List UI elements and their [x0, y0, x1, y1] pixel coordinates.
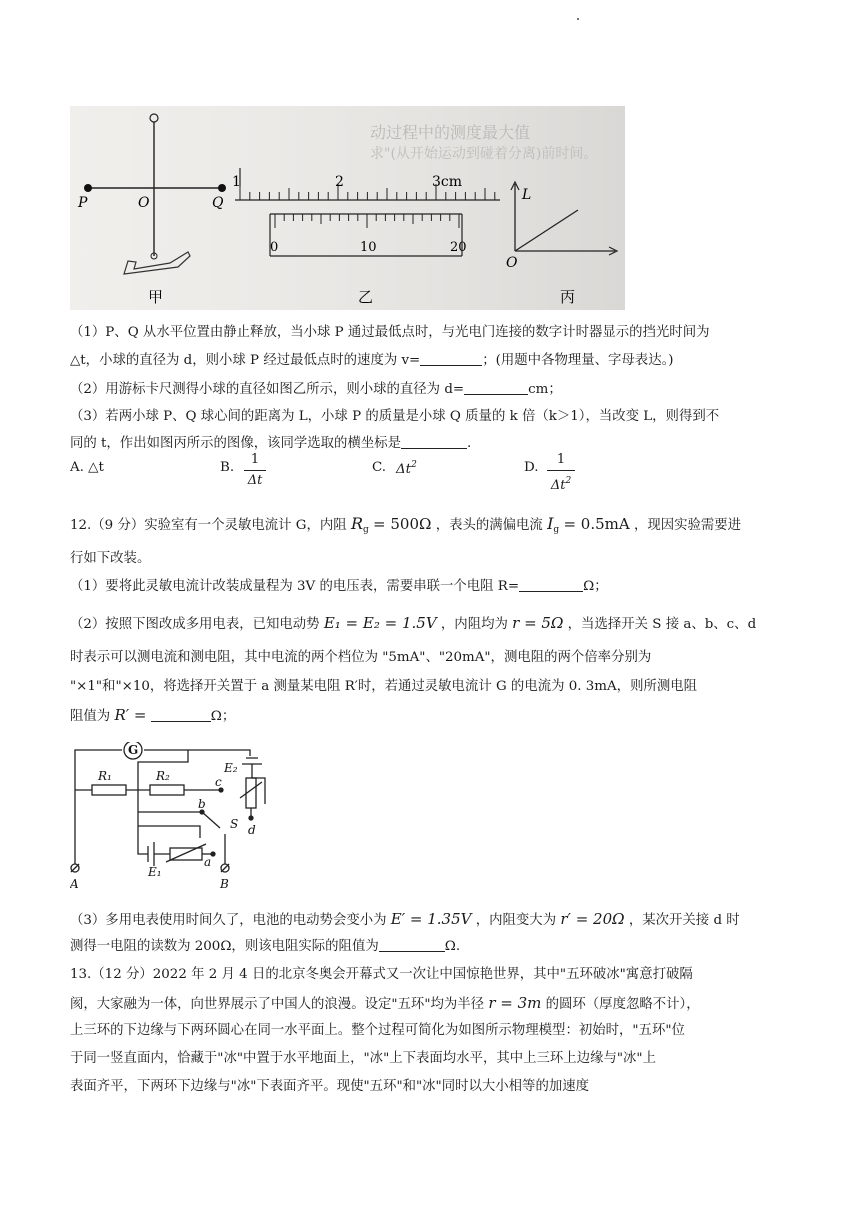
- answer-blank-actual-resistance[interactable]: [379, 937, 445, 952]
- figure-jia: [77, 114, 226, 306]
- choice-C: [396, 460, 417, 477]
- q12-part1-unit: Ω；: [583, 579, 608, 594]
- q11-part3-line1: （3）若两小球 P、Q 球心间的距离为 L，小球 P 的质量是小球 Q 质量的 k 倍（k＞1），当改变 L，则得到不: [70, 409, 720, 424]
- label-R1: R₁: [98, 769, 112, 783]
- q11-part1-text: △t，小球的直径为 d，则小球 P 经过最低点时的速度为 v=: [70, 353, 421, 368]
- label-A: A: [70, 877, 79, 891]
- vernier-label-10: 10: [360, 240, 377, 255]
- q11-part3-line2: [70, 434, 471, 454]
- q11-part3-text: 同的 t，作出如图丙所示的图像，该同学选取的横坐标是: [70, 436, 402, 451]
- bleed-text-1: 动过程中的测度最大值: [370, 123, 531, 142]
- q12-part2-text-2: ，内阻均为: [440, 617, 508, 632]
- figure-bing: [506, 182, 617, 306]
- q12-part2-line2: 时表示可以测电流和测电阻，其中电流的两个档位为 "5mA"、"20mA"，测电阻的两个倍率分别为: [70, 650, 652, 665]
- q11-part1-line2: [70, 351, 674, 371]
- q12-part3-text-2: ，内阻变大为: [475, 913, 557, 928]
- emf-equation: E₁ = E₂ = 1.5V: [323, 614, 437, 632]
- fraction-numerator: 1: [556, 452, 566, 467]
- q12-intro-2: ，表头的满偏电流: [435, 518, 543, 533]
- q12-part3-text-4: 测得一电阻的读数为 200Ω，则该电阻实际的阻值为: [70, 939, 379, 954]
- label-E1: E₁: [148, 865, 162, 879]
- q12-header: [70, 514, 741, 540]
- q12-part2-unit: Ω；: [210, 709, 236, 724]
- experiment-figure: [70, 106, 625, 310]
- new-internal-resistance-equation: r′ = 20Ω: [560, 910, 625, 928]
- q12-part2-line3: "×1"和"×10，将选择开关置于 a 测量某电阻 R′时，若通过灵敏电流计 G 的电流为 0. 3mA，则所测电阻: [70, 679, 698, 694]
- q11-part2-unit: cm；: [528, 382, 562, 397]
- q11-part1-note: ；(用题中各物理量、字母表达。): [482, 353, 674, 368]
- scale-label-3cm: 3cm: [432, 174, 463, 190]
- q12-part3-text: （3）多用电表使用时间久了，电池的电动势会变小为: [70, 913, 387, 928]
- q13-line2: [70, 993, 700, 1015]
- q13-line4: 于同一竖直面内，恰藏于"冰"中置于水平地面上，"冰"上下表面均水平，其中上三环上边缘与"冰"上: [70, 1051, 656, 1066]
- q12-part2-line4: [70, 705, 235, 727]
- choice-C-base: Δt: [396, 462, 412, 477]
- fraction-denominator: Δt: [247, 473, 263, 488]
- choice-C-exponent: 2: [411, 460, 417, 470]
- label-R2: R₂: [156, 769, 170, 783]
- q12-part2-text: （2）按照下图改成多用电表，已知电动势: [70, 617, 320, 632]
- corner-dot: [577, 18, 579, 20]
- q11-part1-line1: （1）P、Q 从水平位置由静止释放，当小球 P 通过最低点时，与光电门连接的数字计时器显示的挡光时间为: [70, 325, 710, 340]
- q12-part2-text-4: 阻值为: [70, 709, 111, 724]
- answer-blank-measured-resistance[interactable]: [151, 707, 211, 722]
- measured-resistance-symbol: R′ =: [114, 706, 147, 724]
- caption-yi: 乙: [358, 288, 374, 306]
- q13-line5: 表面齐平，下两环下边缘与"冰"下表面齐平。现使"五环"和"冰"同时以大小相等的加速度: [70, 1079, 590, 1094]
- q13-line1: 13.（12 分）2022 年 2 月 4 日的北京冬奥会开幕式又一次让中国惊艳世界，其中"五环破冰"寓意打破隔: [70, 967, 693, 982]
- fraction-denominator: Δt: [550, 478, 566, 493]
- q12-part3-unit: Ω.: [444, 939, 461, 954]
- q11-part2: [70, 380, 562, 400]
- label-G: G: [128, 743, 139, 757]
- label-P: P: [78, 195, 88, 211]
- vernier-label-20: 20: [450, 240, 467, 255]
- q12-part1-text: （1）要将此灵敏电流计改装成量程为 3V 的电压表，需要串联一个电阻 R=: [70, 579, 520, 594]
- label-O: O: [138, 195, 150, 211]
- q13-text-2: 的圆环（厚度忽略不计），: [545, 997, 700, 1012]
- vernier-label-0: 0: [270, 240, 279, 255]
- q12-part1: [70, 577, 608, 597]
- q12-part2-text-3: ，当选择开关 S 接 a、b、c、d: [567, 617, 757, 632]
- label-B: B: [220, 877, 229, 891]
- label-E2: E₂: [224, 761, 238, 775]
- caption-bing: 丙: [560, 288, 576, 306]
- q12-intro-3: ，现因实验需要进: [633, 518, 742, 533]
- label-c: c: [215, 775, 222, 789]
- q11-part2-text: （2）用游标卡尺测得小球的直径如图乙所示，则小球的直径为 d=: [70, 382, 465, 397]
- fraction-exponent: 2: [565, 476, 572, 486]
- q13-text: 阂，大家融为一体，向世界展示了中国人的浪漫。设定"五环"均为半径: [70, 997, 485, 1012]
- q12-part3-text-3: ，某次开关接 d 时: [628, 913, 740, 928]
- answer-blank-resistance[interactable]: [519, 577, 583, 592]
- answer-blank-abscissa[interactable]: [401, 434, 467, 449]
- q12-part3-line1: [70, 909, 740, 931]
- choice-D-fraction: [547, 452, 575, 494]
- q12-intro: 12.（9 分）实验室有一个灵敏电流计 G，内阻: [70, 518, 347, 533]
- new-emf-equation: E′ = 1.35V: [390, 910, 472, 928]
- figure-yi: [232, 168, 500, 306]
- symbol-Rg: R: [350, 514, 363, 533]
- axis-label-L: L: [522, 187, 532, 203]
- q13-line3: 上三环的下边缘与下两环圆心在同一水平面上。整个过程可简化为如图所示物理模型：初始时，"五环"位: [70, 1023, 685, 1038]
- answer-blank-velocity[interactable]: [420, 351, 482, 366]
- choice-B-fraction: [244, 452, 266, 489]
- subscript-g: g: [553, 525, 560, 535]
- q12-part2-line1: [70, 613, 756, 635]
- bleed-text-2: 求"(从开始运动到碰着分离)前时间。: [370, 146, 598, 162]
- period: .: [467, 436, 472, 451]
- label-S: S: [230, 817, 239, 831]
- choice-B-label: B.: [220, 460, 235, 475]
- ring-radius-equation: r = 3m: [488, 994, 542, 1012]
- axis-label-O: O: [506, 255, 518, 271]
- label-Q: Q: [212, 195, 224, 211]
- caption-jia: 甲: [148, 288, 164, 306]
- internal-resistance-equation: r = 5Ω: [512, 614, 564, 632]
- multimeter-circuit-diagram: [70, 742, 290, 896]
- q12-part3-line2: [70, 937, 460, 957]
- choice-C-label: C.: [372, 460, 387, 475]
- choice-D-label: D.: [524, 460, 539, 475]
- choice-A: A. △t: [70, 460, 104, 475]
- scale-label-1: 1: [232, 174, 241, 190]
- label-d: d: [248, 823, 256, 837]
- subscript-g: g: [362, 525, 369, 535]
- scale-label-2: 2: [335, 174, 344, 190]
- q12-header-line2: 行如下改装。: [70, 551, 151, 566]
- label-b: b: [198, 797, 206, 811]
- fraction-numerator: 1: [250, 452, 260, 467]
- value-Rg: = 500Ω: [373, 515, 432, 533]
- answer-blank-diameter[interactable]: [464, 380, 528, 395]
- label-a: a: [204, 855, 212, 869]
- value-Ig: = 0.5mA: [563, 515, 630, 533]
- symbol-Ig: I: [547, 514, 554, 533]
